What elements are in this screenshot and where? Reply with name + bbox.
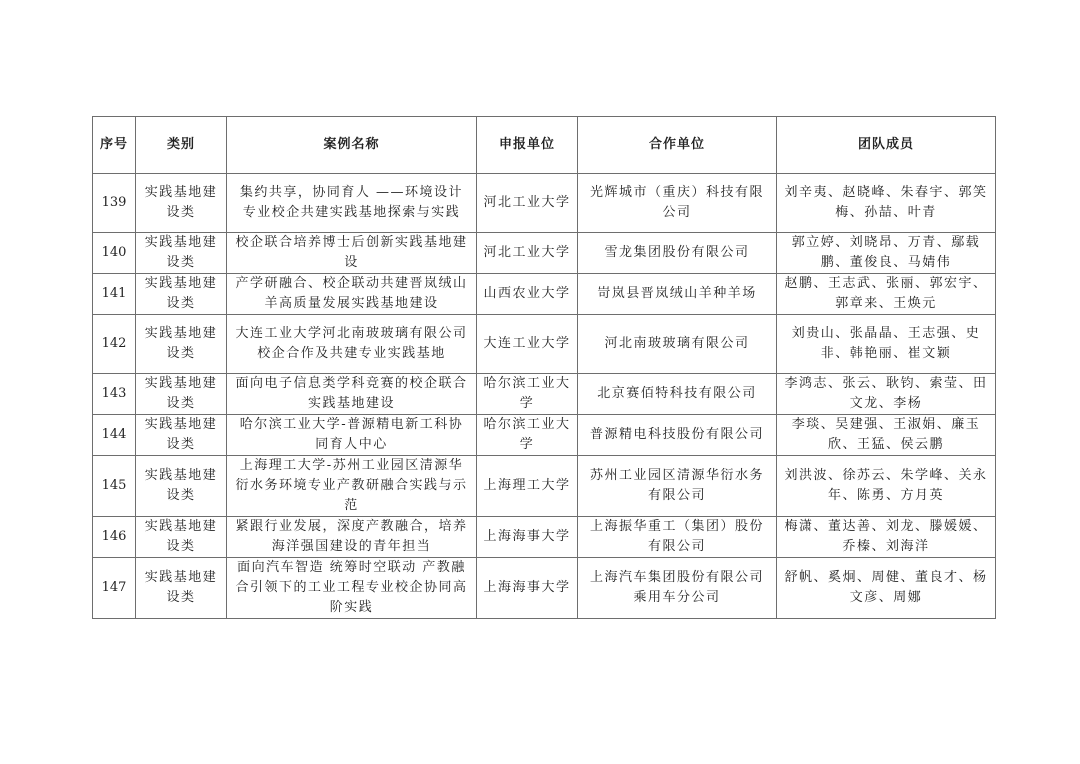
cell-category: 实践基地建设类 — [136, 415, 227, 456]
cell-case-name: 面向汽车智造 统筹时空联动 产教融合引领下的工业工程专业校企协同高阶实践 — [227, 558, 477, 619]
cell-no: 141 — [93, 274, 136, 315]
table-row — [93, 558, 996, 619]
cell-applicant: 河北工业大学 — [477, 174, 578, 233]
header-no: 序号 — [93, 117, 136, 174]
cell-case-name: 紧跟行业发展，深度产教融合，培养海洋强国建设的青年担当 — [227, 517, 477, 558]
header-members: 团队成员 — [777, 117, 996, 174]
cell-applicant: 河北工业大学 — [477, 233, 578, 274]
cell-partner: 光辉城市（重庆）科技有限公司 — [578, 174, 777, 233]
cell-partner: 苏州工业园区清源华衍水务有限公司 — [578, 456, 777, 517]
cell-partner: 上海汽车集团股份有限公司乘用车分公司 — [578, 558, 777, 619]
cell-no: 139 — [93, 174, 136, 233]
cell-applicant: 哈尔滨工业大学 — [477, 374, 578, 415]
cell-no: 146 — [93, 517, 136, 558]
cell-partner: 上海振华重工（集团）股份有限公司 — [578, 517, 777, 558]
cell-case-name: 校企联合培养博士后创新实践基地建设 — [227, 233, 477, 274]
cell-members: 刘贵山、张晶晶、王志强、史非、韩艳丽、崔文颖 — [777, 315, 996, 374]
table-row — [93, 315, 996, 374]
cell-category: 实践基地建设类 — [136, 315, 227, 374]
table-row — [93, 456, 996, 517]
cell-no: 140 — [93, 233, 136, 274]
header-category: 类别 — [136, 117, 227, 174]
cell-members: 赵鹏、王志武、张丽、郭宏宇、郭章来、王焕元 — [777, 274, 996, 315]
table-row — [93, 174, 996, 233]
header-applicant: 申报单位 — [477, 117, 578, 174]
cell-partner: 雪龙集团股份有限公司 — [578, 233, 777, 274]
cell-no: 143 — [93, 374, 136, 415]
cell-no: 144 — [93, 415, 136, 456]
case-table — [92, 116, 996, 619]
cell-members: 梅潇、董达善、刘龙、滕媛媛、乔榛、刘海洋 — [777, 517, 996, 558]
cell-case-name: 面向电子信息类学科竞赛的校企联合实践基地建设 — [227, 374, 477, 415]
header-partner: 合作单位 — [578, 117, 777, 174]
cell-members: 李琰、吴建强、王淑娟、廉玉欣、王猛、侯云鹏 — [777, 415, 996, 456]
cell-applicant: 山西农业大学 — [477, 274, 578, 315]
table-header-row — [93, 117, 996, 174]
cell-category: 实践基地建设类 — [136, 374, 227, 415]
cell-applicant: 上海理工大学 — [477, 456, 578, 517]
cell-members: 舒帆、奚炯、周健、董良才、杨文彦、周娜 — [777, 558, 996, 619]
table-row — [93, 415, 996, 456]
cell-members: 刘洪波、徐苏云、朱学峰、关永年、陈勇、方月英 — [777, 456, 996, 517]
cell-category: 实践基地建设类 — [136, 274, 227, 315]
table-row — [93, 274, 996, 315]
cell-partner: 北京赛佰特科技有限公司 — [578, 374, 777, 415]
cell-case-name: 产学研融合、校企联动共建晋岚绒山羊高质量发展实践基地建设 — [227, 274, 477, 315]
cell-members: 刘辛夷、赵晓峰、朱春宇、郭笑梅、孙喆、叶青 — [777, 174, 996, 233]
cell-category: 实践基地建设类 — [136, 456, 227, 517]
cell-case-name: 大连工业大学河北南玻玻璃有限公司校企合作及共建专业实践基地 — [227, 315, 477, 374]
cell-partner: 普源精电科技股份有限公司 — [578, 415, 777, 456]
cell-category: 实践基地建设类 — [136, 174, 227, 233]
cell-partner: 河北南玻玻璃有限公司 — [578, 315, 777, 374]
cell-no: 142 — [93, 315, 136, 374]
cell-members: 郭立婷、刘晓昂、万青、鄢载鹏、董俊良、马婧伟 — [777, 233, 996, 274]
table-row — [93, 374, 996, 415]
header-case-name: 案例名称 — [227, 117, 477, 174]
cell-applicant: 上海海事大学 — [477, 558, 578, 619]
cell-no: 145 — [93, 456, 136, 517]
table-row — [93, 233, 996, 274]
cell-case-name: 哈尔滨工业大学-普源精电新工科协同育人中心 — [227, 415, 477, 456]
cell-partner: 岢岚县晋岚绒山羊种羊场 — [578, 274, 777, 315]
cell-case-name: 上海理工大学-苏州工业园区清源华衍水务环境专业产教研融合实践与示范 — [227, 456, 477, 517]
cell-no: 147 — [93, 558, 136, 619]
cell-applicant: 上海海事大学 — [477, 517, 578, 558]
cell-category: 实践基地建设类 — [136, 558, 227, 619]
cell-applicant: 哈尔滨工业大学 — [477, 415, 578, 456]
cell-case-name: 集约共享，协同育人 ——环境设计专业校企共建实践基地探索与实践 — [227, 174, 477, 233]
cell-applicant: 大连工业大学 — [477, 315, 578, 374]
table-row — [93, 517, 996, 558]
cell-members: 李鸿志、张云、耿钧、索莹、田文龙、李杨 — [777, 374, 996, 415]
cell-category: 实践基地建设类 — [136, 517, 227, 558]
cell-category: 实践基地建设类 — [136, 233, 227, 274]
